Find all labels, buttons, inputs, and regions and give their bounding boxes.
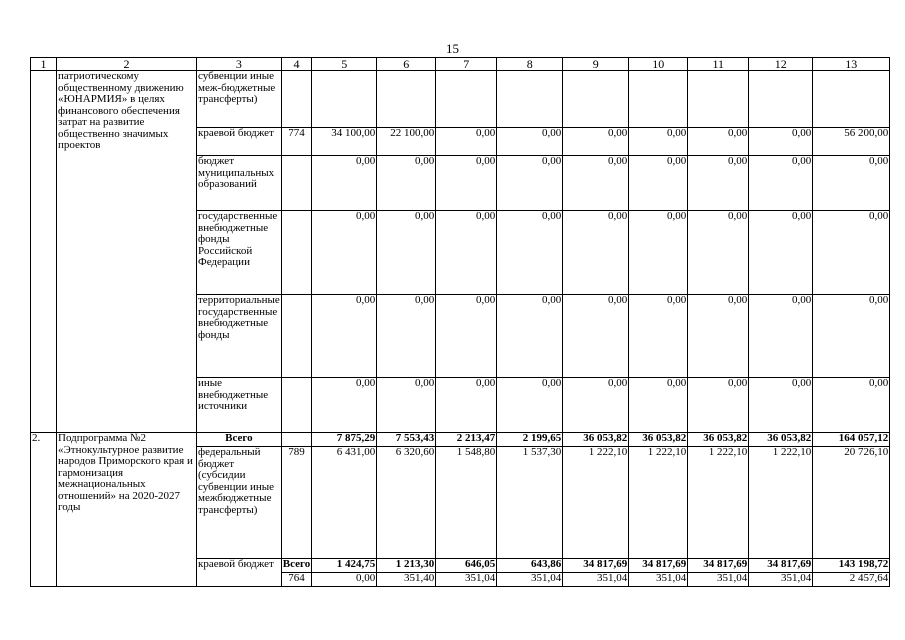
budget-code: [281, 156, 311, 211]
col-header: 3: [197, 58, 282, 71]
value-cell: 1 222,10: [629, 447, 688, 559]
value-cell: 0,00: [312, 211, 377, 295]
value-cell: 0,00: [377, 378, 436, 433]
value-cell: [563, 71, 629, 128]
row-number-cell: [31, 71, 57, 433]
funding-source: краевой бюджет: [197, 559, 282, 587]
value-cell: 0,00: [629, 128, 688, 156]
value-cell: [377, 71, 436, 128]
column-header-row: [31, 58, 890, 71]
subprogram-title: Подпрограмма №2: [58, 432, 146, 444]
value-cell: 351,04: [629, 573, 688, 587]
value-cell: 0,00: [813, 378, 890, 433]
value-cell: 1 222,10: [749, 447, 813, 559]
value-cell: 0,00: [312, 378, 377, 433]
value-cell: 143 198,72: [813, 559, 890, 573]
value-cell: 646,05: [436, 559, 497, 573]
col-header: 1: [31, 58, 57, 71]
value-cell: 643,86: [497, 559, 563, 573]
value-cell: 0,00: [688, 128, 749, 156]
col-header: 4: [281, 58, 311, 71]
value-cell: 20 726,10: [813, 447, 890, 559]
table-row: [31, 71, 890, 128]
value-cell: 0,00: [436, 378, 497, 433]
value-cell: 1 537,30: [497, 447, 563, 559]
value-cell: 7 553,43: [377, 433, 436, 447]
value-cell: 351,04: [497, 573, 563, 587]
value-cell: 56 200,00: [813, 128, 890, 156]
funding-source: субвенции иные меж-бюджетные трансферты): [197, 71, 282, 128]
subprogram-description: «Этнокультурное развитие народов Приморского края и гармонизация межнациональных отношений» на 2020-2027 годы: [58, 443, 193, 513]
value-cell: 36 053,82: [629, 433, 688, 447]
table-row: [31, 433, 890, 447]
value-cell: 0,00: [497, 211, 563, 295]
col-header: 8: [497, 58, 563, 71]
value-cell: 1 222,10: [563, 447, 629, 559]
measure-description: патриотическому общественному движению «ЮНАРМИЯ» в целях финансового обеспечения затрат на развитие общественно значимых проектов: [57, 71, 197, 433]
value-cell: 0,00: [629, 156, 688, 211]
budget-code: [281, 433, 311, 447]
value-cell: 6 431,00: [312, 447, 377, 559]
value-cell: 0,00: [436, 128, 497, 156]
value-cell: 0,00: [563, 156, 629, 211]
page-number: 15: [446, 41, 459, 56]
value-cell: 0,00: [688, 295, 749, 378]
funding-source: бюджет муниципальных образований: [197, 156, 282, 211]
value-cell: 0,00: [497, 156, 563, 211]
value-cell: 34 817,69: [563, 559, 629, 573]
value-cell: 2 213,47: [436, 433, 497, 447]
value-cell: 0,00: [436, 156, 497, 211]
value-cell: 0,00: [629, 211, 688, 295]
value-cell: 0,00: [688, 378, 749, 433]
value-cell: [813, 71, 890, 128]
value-cell: 34 817,69: [688, 559, 749, 573]
value-cell: 0,00: [749, 295, 813, 378]
funding-source: федеральный бюджет (субсидии субвенции иные межбюджетные трансферты): [197, 447, 282, 559]
value-cell: 0,00: [813, 156, 890, 211]
value-cell: 0,00: [563, 128, 629, 156]
value-cell: 0,00: [377, 211, 436, 295]
value-cell: 351,04: [436, 573, 497, 587]
value-cell: 2 199,65: [497, 433, 563, 447]
value-cell: 351,04: [688, 573, 749, 587]
value-cell: 0,00: [749, 128, 813, 156]
value-cell: [629, 71, 688, 128]
row-number-cell: 2.: [31, 433, 57, 587]
value-cell: 0,00: [563, 295, 629, 378]
funding-source: территориальные государственные внебюджетные фонды: [197, 295, 282, 378]
value-cell: 1 424,75: [312, 559, 377, 573]
budget-table: [30, 57, 890, 587]
funding-source: краевой бюджет: [197, 128, 282, 156]
value-cell: 0,00: [377, 295, 436, 378]
value-cell: 0,00: [312, 295, 377, 378]
value-cell: [749, 71, 813, 128]
value-cell: 0,00: [749, 378, 813, 433]
value-cell: 351,04: [563, 573, 629, 587]
value-cell: 0,00: [436, 211, 497, 295]
value-cell: 34 817,69: [749, 559, 813, 573]
value-cell: 0,00: [312, 573, 377, 587]
value-cell: [436, 71, 497, 128]
col-header: 10: [629, 58, 688, 71]
value-cell: 36 053,82: [563, 433, 629, 447]
value-cell: [497, 71, 563, 128]
value-cell: 0,00: [629, 378, 688, 433]
value-cell: 0,00: [813, 295, 890, 378]
value-cell: 0,00: [629, 295, 688, 378]
value-cell: 7 875,29: [312, 433, 377, 447]
col-header: 12: [749, 58, 813, 71]
value-cell: 351,40: [377, 573, 436, 587]
value-cell: 164 057,12: [813, 433, 890, 447]
col-header: 6: [377, 58, 436, 71]
col-header: 5: [312, 58, 377, 71]
col-header: 7: [436, 58, 497, 71]
value-cell: 36 053,82: [749, 433, 813, 447]
value-cell: 36 053,82: [688, 433, 749, 447]
subprogram-cell: [57, 433, 197, 587]
funding-source: иные внебюджетные источники: [197, 378, 282, 433]
col-header: 13: [813, 58, 890, 71]
value-cell: 0,00: [749, 156, 813, 211]
col-header: 9: [563, 58, 629, 71]
funding-source: государственные внебюджетные фонды Российской Федерации: [197, 211, 282, 295]
value-cell: 22 100,00: [377, 128, 436, 156]
value-cell: 34 817,69: [629, 559, 688, 573]
value-cell: 0,00: [497, 378, 563, 433]
value-cell: 1 213,30: [377, 559, 436, 573]
value-cell: 351,04: [749, 573, 813, 587]
total-label: Всего: [281, 559, 311, 573]
budget-code: 789: [281, 447, 311, 559]
budget-code: [281, 378, 311, 433]
value-cell: 34 100,00: [312, 128, 377, 156]
budget-code: [281, 71, 311, 128]
value-cell: [312, 71, 377, 128]
value-cell: 6 320,60: [377, 447, 436, 559]
col-header: 2: [57, 58, 197, 71]
budget-code: [281, 295, 311, 378]
value-cell: 0,00: [688, 211, 749, 295]
col-header: 11: [688, 58, 749, 71]
value-cell: 0,00: [563, 211, 629, 295]
value-cell: 0,00: [377, 156, 436, 211]
value-cell: 0,00: [497, 128, 563, 156]
value-cell: 1 548,80: [436, 447, 497, 559]
total-label: Всего: [197, 433, 282, 447]
value-cell: 0,00: [749, 211, 813, 295]
budget-code: [281, 211, 311, 295]
value-cell: 0,00: [563, 378, 629, 433]
value-cell: [688, 71, 749, 128]
value-cell: 0,00: [497, 295, 563, 378]
value-cell: 0,00: [813, 211, 890, 295]
value-cell: 0,00: [312, 156, 377, 211]
budget-code: 774: [281, 128, 311, 156]
budget-code: 764: [281, 573, 311, 587]
value-cell: 2 457,64: [813, 573, 890, 587]
value-cell: 0,00: [688, 156, 749, 211]
value-cell: 1 222,10: [688, 447, 749, 559]
value-cell: 0,00: [436, 295, 497, 378]
